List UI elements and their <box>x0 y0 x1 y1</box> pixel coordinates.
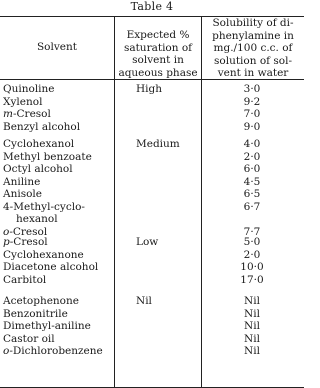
header-expected <box>115 29 201 79</box>
solubility-value: 3·0 <box>243 83 261 95</box>
header-expected-line: Expected % <box>126 29 190 41</box>
solvent-name <box>3 108 51 121</box>
table-row <box>0 320 304 333</box>
table-row-continuation <box>0 213 304 226</box>
expected-saturation: Nil <box>136 295 152 307</box>
header-solubility-line: solution of sol- <box>214 54 292 67</box>
solvent-name <box>3 308 68 321</box>
solvent-prefix: m <box>3 108 13 120</box>
header-solubility-line: Solubility of di- <box>212 17 294 29</box>
table-row <box>0 121 304 134</box>
solubility-value: Nil <box>244 307 260 320</box>
table-row <box>0 249 304 262</box>
solubility-value: 7·7 <box>243 225 261 238</box>
header-solvent <box>0 41 114 54</box>
table-row <box>0 83 304 96</box>
table-row <box>0 333 304 346</box>
solubility-value: 9·2 <box>243 95 261 108</box>
solvent-name <box>3 201 85 214</box>
header-solvent-label: Solvent <box>36 41 77 53</box>
table-row <box>0 138 304 151</box>
expected-saturation: High <box>136 83 162 95</box>
solubility-value: 5·0 <box>243 236 261 248</box>
table-row <box>0 176 304 189</box>
table-row <box>0 188 304 201</box>
solubility-value: 2·0 <box>243 150 261 163</box>
solvent-name <box>3 249 84 262</box>
solvent-text: Dimethyl-aniline <box>3 320 91 332</box>
solvent-text: Cyclohexanol <box>3 138 75 150</box>
solvent-name <box>3 188 42 201</box>
header-expected-line: aqueous phase <box>118 66 198 79</box>
solvent-text: Quinoline <box>3 83 55 95</box>
solvent-text: Cyclohexanone <box>3 248 84 261</box>
header-expected-line: solvent in <box>132 54 184 66</box>
solubility-value: 6·0 <box>243 163 261 175</box>
solvent-text: -Cresol <box>9 236 48 248</box>
solubility-value: Nil <box>244 320 260 332</box>
solvent-text: Methyl benzoate <box>3 150 92 163</box>
solvent-continuation: hexanol <box>16 213 58 225</box>
solvent-text: Castor oil <box>3 332 55 345</box>
solvent-name <box>3 236 48 249</box>
solvent-text: -Cresol <box>12 108 51 120</box>
table-caption: Table 4 <box>130 0 174 13</box>
header-solubility-line: vent in water <box>217 67 289 79</box>
table-row <box>0 108 304 121</box>
solubility-value: Nil <box>244 295 260 307</box>
solvent-text: Xylenol <box>3 95 43 108</box>
solubility-value: 6·7 <box>243 200 261 213</box>
table-row <box>0 163 304 176</box>
table-row <box>0 261 304 274</box>
solubility-value: 9·0 <box>243 120 261 133</box>
solubility-value: 2·0 <box>243 248 261 261</box>
solvent-text: Benzyl alcohol <box>3 120 81 133</box>
solvent-name <box>3 320 91 333</box>
solubility-value: 10·0 <box>240 261 264 273</box>
solvent-name <box>3 96 42 109</box>
solvent-name <box>3 163 73 176</box>
table-row <box>0 295 304 308</box>
table-row <box>0 274 304 287</box>
solvent-name <box>3 151 92 164</box>
solvent-text: Anisole <box>3 188 42 200</box>
solvent-text: 4-Methyl-cyclo- <box>3 200 85 213</box>
solvent-text: -Cresol <box>9 225 48 238</box>
solubility-value: Nil <box>244 345 260 357</box>
solvent-text: Diacetone alcohol <box>3 261 99 273</box>
solvent-name <box>3 261 98 274</box>
solvent-name <box>3 295 79 308</box>
solvent-prefix: o <box>3 345 10 357</box>
solubility-value: 6·5 <box>243 188 261 200</box>
table-row <box>0 345 304 358</box>
solvent-text: Benzonitrile <box>3 307 68 320</box>
solvent-prefix: o <box>3 225 10 238</box>
solvent-text: Acetophenone <box>3 295 79 307</box>
solvent-name <box>3 176 40 189</box>
expected-saturation: Low <box>136 236 159 248</box>
solvent-name <box>3 274 46 287</box>
solvent-text: Octyl alcohol <box>3 163 73 175</box>
solvent-name <box>3 83 55 96</box>
solvent-name <box>3 333 55 346</box>
header-expected-line: saturation of <box>123 41 193 54</box>
solvent-prefix: p <box>3 236 10 248</box>
solvent-name <box>3 345 103 358</box>
header-solubility-line: phenylamine in <box>212 29 294 42</box>
header-solubility <box>202 17 304 80</box>
table-row <box>0 201 304 214</box>
solubility-value: 4·5 <box>243 175 261 188</box>
table-row <box>0 236 304 249</box>
header-solubility-line: mg./100 c.c. of <box>213 42 293 54</box>
expected-saturation: Medium <box>136 138 180 150</box>
solubility-value: 7·0 <box>243 108 261 120</box>
solubility-value: 4·0 <box>243 138 261 150</box>
solubility-value: Nil <box>244 332 260 345</box>
solvent-text: Carbitol <box>3 273 47 286</box>
solvent-name <box>3 121 80 134</box>
table-row <box>0 308 304 321</box>
solvent-text: Aniline <box>3 175 41 188</box>
solubility-value: 17·0 <box>240 273 264 286</box>
solvent-name <box>3 138 74 151</box>
table-row <box>0 151 304 164</box>
table-row <box>0 96 304 109</box>
solvent-text: -Dichlorobenzene <box>9 345 103 357</box>
